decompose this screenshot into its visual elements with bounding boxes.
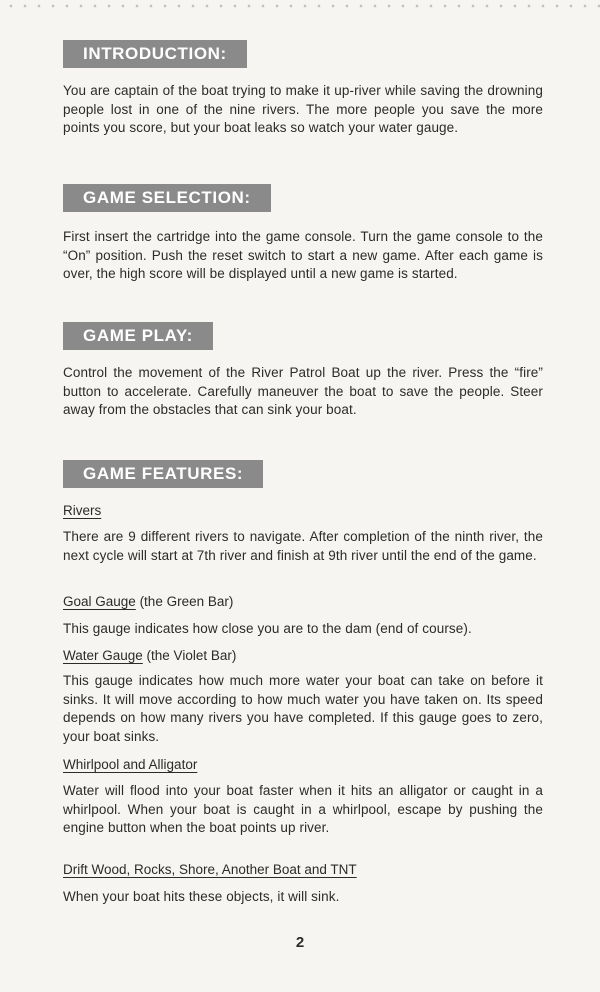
game-features-heading: GAME FEATURES: bbox=[63, 460, 263, 488]
goal-gauge-subheading bbox=[63, 593, 233, 611]
game-play-text: Control the movement of the River Patrol Boat up the river. Press the “fire” button to accelerate. Carefully maneuver the boat to save the people. Steer away from the obstacles that can sink your boat. bbox=[63, 365, 543, 417]
water-gauge-note: (the Violet Bar) bbox=[142, 648, 237, 663]
obstacles-subheading bbox=[63, 861, 357, 879]
introduction-heading: INTRODUCTION: bbox=[63, 40, 247, 68]
water-gauge-text: This gauge indicates how much more water your boat can take on before it sinks. It will move according to how much water you have taken on. Its speed depends on how many rivers you have completed. If this gauge goes to zero, your boat sinks. bbox=[63, 673, 543, 744]
goal-gauge-title: Goal Gauge bbox=[63, 594, 136, 609]
water-gauge-title: Water Gauge bbox=[63, 648, 143, 663]
page-number: 2 bbox=[295, 934, 305, 951]
whirlpool-subheading bbox=[63, 756, 197, 774]
introduction-text: You are captain of the boat trying to make it up-river while saving the drowning people lost in one of the nine rivers. The more people you save the more points you score, but your boat leaks so watch your water gauge. bbox=[63, 83, 543, 135]
rivers-title: Rivers bbox=[63, 503, 102, 518]
game-selection-heading: GAME SELECTION: bbox=[63, 184, 271, 212]
goal-gauge-note: (the Green Bar) bbox=[135, 594, 234, 609]
obstacles-title: Drift Wood, Rocks, Shore, Another Boat and TNT bbox=[63, 862, 357, 877]
whirlpool-text: Water will flood into your boat faster when it hits an alligator or caught in a whirlpool. When your boat is caught in a whirlpool, escape by pushing the engine button when the boat points up river. bbox=[63, 783, 543, 835]
whirlpool-title: Whirlpool and Alligator bbox=[63, 757, 198, 772]
rivers-subheading bbox=[63, 502, 101, 520]
rivers-text: There are 9 different rivers to navigate. After completion of the ninth river, the next cycle will start at 7th river and finish at 9th river until the end of the game. bbox=[63, 529, 543, 563]
goal-gauge-text: This gauge indicates how close you are to the dam (end of course). bbox=[63, 621, 472, 636]
game-play-heading: GAME PLAY: bbox=[63, 322, 213, 350]
top-dotted-border bbox=[0, 0, 600, 8]
obstacles-text: When your boat hits these objects, it will sink. bbox=[63, 889, 340, 904]
game-selection-text: First insert the cartridge into the game console. Turn the game console to the “On” position. Push the reset switch to start a new game. After each game is over, the high score will be displayed until a new game is started. bbox=[63, 229, 543, 281]
water-gauge-subheading bbox=[63, 647, 236, 665]
